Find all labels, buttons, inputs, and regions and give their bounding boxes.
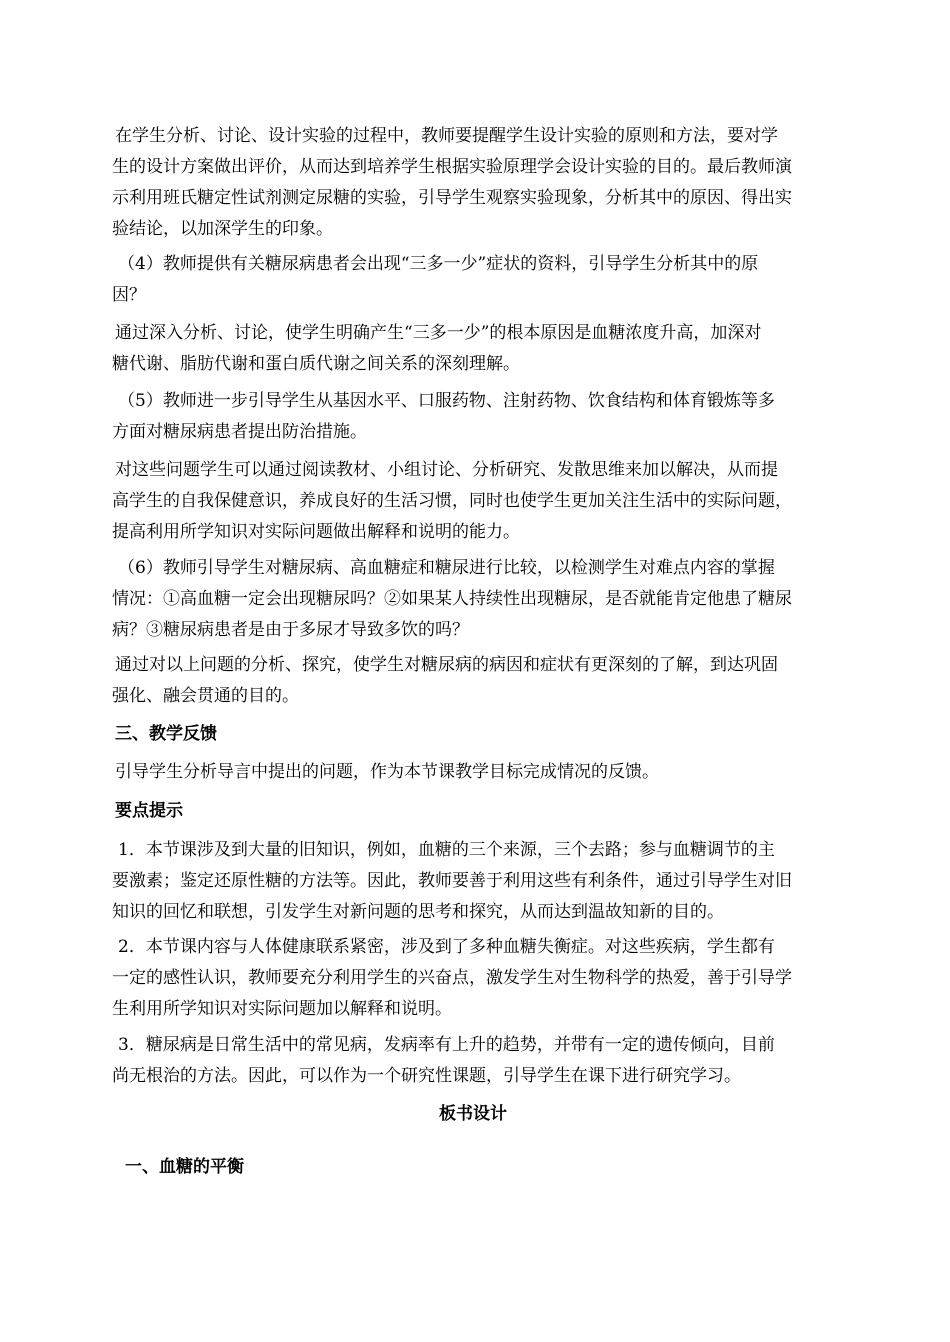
board-design-title: 板书设计 [439,1104,507,1124]
text-line: （4）教师提供有关糖尿病患者会出现“三多一少”症状的资料，引导学生分析其中的原 [118,254,759,274]
text-line: 高学生的自我保健意识，养成良好的生活习惯，同时也使学生更加关注生活中的实际问题， [112,491,792,511]
text-line: 生利用所学知识对实际问题加以解释和说明。 [112,999,452,1019]
text-line: 引导学生分析导言中提出的问题，作为本节课教学目标完成情况的反馈。 [115,762,659,782]
paragraph-experiment-design [112,121,855,245]
text-line: 对这些问题学生可以通过阅读教材、小组讨论、分析研究、发散思维来加以解决，从而提 [115,460,778,480]
paragraph-step-6 [112,553,855,646]
text-line: 糖代谢、脂肪代谢和蛋白质代谢之间关系的深刻理解。 [112,354,520,374]
paragraph-step-4 [112,249,855,311]
text-line: 病？③糖尿病患者是由于多尿才导致多饮的吗？ [112,620,469,640]
text-line: 在学生分析、讨论、设计实验的过程中，教师要提醒学生设计实验的原则和方法，要对学 [115,126,778,146]
text-line: 强化、融会贯通的目的。 [112,686,299,706]
paragraph-three-more-one-less [112,318,855,380]
text-line: 要激素；鉴定还原性糖的方法等。因此，教师要善于利用这些有利条件，通过引导学生对旧 [112,871,792,891]
section-heading-tips: 要点提示 [115,801,183,821]
text-line: 生的设计方案做出评价，从而达到培养学生根据实验原理学会设计实验的目的。最后教师演 [112,157,792,177]
tip-item-1 [112,835,855,928]
text-line: 验结论，以加深学生的印象。 [112,219,333,239]
text-line: 通过深入分析、讨论，使学生明确产生“三多一少”的根本原因是血糖浓度升高，加深对 [115,323,762,343]
text-line: 3．糖尿病是日常生活中的常见病，发病率有上升的趋势，并带有一定的遗传倾向，目前 [118,1035,775,1055]
tip-item-3 [112,1030,855,1092]
text-line: 尚无根治的方法。因此，可以作为一个研究性课题，引导学生在课下进行研究学习。 [112,1066,741,1086]
paragraph-feedback [115,757,855,788]
text-line: 因？ [112,285,146,305]
text-line: 2．本节课内容与人体健康联系紧密，涉及到了多种血糖失衡症。对这些疾病，学生都有 [118,937,775,957]
paragraph-consolidation [112,650,855,712]
text-line: 情况：①高血糖一定会出现糖尿吗？②如果某人持续性出现糖尿，是否就能肯定他患了糖尿 [112,589,792,609]
text-line: 方面对糖尿病患者提出防治措施。 [112,422,367,442]
text-line: 一定的感性认识，教师要充分利用学生的兴奋点，激发学生对生物科学的热爱，善于引导学 [112,968,792,988]
text-line: 提高利用所学知识对实际问题做出解释和说明的能力。 [112,522,520,542]
text-line: （6）教师引导学生对糖尿病、高血糖症和糖尿进行比较，以检测学生对难点内容的掌握 [118,558,775,578]
text-line: 1．本节课涉及到大量的旧知识，例如，血糖的三个来源，三个去路；参与血糖调节的主 [118,840,775,860]
paragraph-step-5 [112,386,855,448]
text-line: 示利用班氏糖定性试剂测定尿糖的实验，引导学生观察实验现象，分析其中的原因、得出实 [112,188,792,208]
text-line: （5）教师进一步引导学生从基因水平、口服药物、注射药物、饮食结构和体育锻炼等多 [118,391,775,411]
text-line: 通过对以上问题的分析、探究，使学生对糖尿病的病因和症状有更深刻的了解，到达巩固 [115,655,778,675]
paragraph-problem-solving [112,455,855,548]
text-line: 知识的回忆和联想，引发学生对新问题的思考和探究，从而达到温故知新的目的。 [112,902,724,922]
board-section-heading: 一、血糖的平衡 [125,1157,244,1177]
section-heading-feedback: 三、教学反馈 [115,724,217,744]
tip-item-2 [112,932,855,1025]
